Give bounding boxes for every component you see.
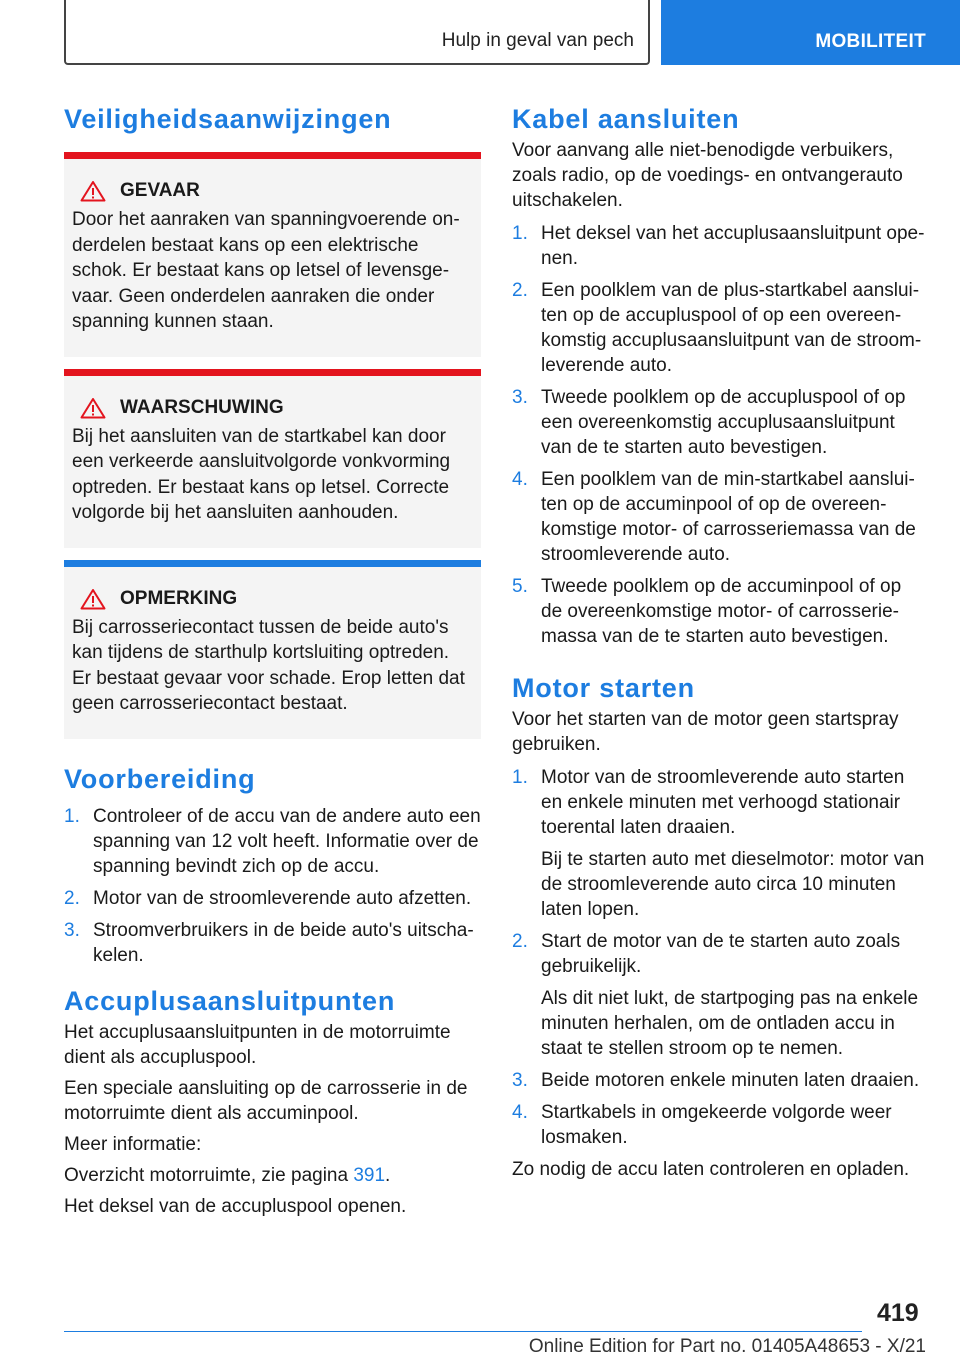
points-p2: Een speciale aansluiting op de carrosserie in de motorruimte dient als accuminpool. bbox=[64, 1077, 468, 1124]
cable-steps bbox=[512, 221, 926, 649]
list-item: 4. Een poolklem van de min-startkabel aansluiten op de accuminpool of op de overeenkomstige motor- of carrosseriemassa van de stroomleverende auto. bbox=[512, 469, 916, 565]
list-item: 1. Het deksel van het accuplusaansluitpunt openen. bbox=[512, 223, 925, 269]
cable-intro: Voor aanvang alle niet-benodigde verbuikers, zoals radio, op de voedings- en ontvangerauto uitschakelen. bbox=[512, 140, 903, 211]
footer-divider bbox=[64, 1331, 862, 1332]
points-p4: Overzicht motorruimte, zie pagina 391. bbox=[64, 1164, 391, 1186]
prep-steps bbox=[64, 804, 481, 968]
notice-title bbox=[72, 587, 473, 611]
header-chapter-tab bbox=[661, 0, 960, 65]
danger-label: GEVAAR bbox=[120, 180, 200, 201]
notice-label: OPMERKING bbox=[120, 587, 238, 609]
prep-heading: Voorbereiding bbox=[64, 763, 256, 794]
warning-triangle-icon bbox=[80, 588, 106, 610]
list-item: 2. Een poolklem van de plus-startkabel aansluiten op de accupluspool of op een overeenkomstig accuplusaansluitpunt van de stroomleverende auto. bbox=[512, 280, 922, 376]
header-section-title: Hulp in geval van pech bbox=[441, 30, 634, 51]
danger-text: Door het aanraken van spanningvoerende onderdelen bestaat kans op een elektrische schok. Er bestaat kans op letsel of levensgevaar. Geen onderdelen aanraken die onder spanning kunnen staan. bbox=[72, 209, 460, 332]
list-item: 3. Tweede poolklem op de accupluspool of op een overeenkomstig accuplusaansluitpunt van de te starten auto bevestigen. bbox=[512, 387, 906, 458]
start-outro: Zo nodig de accu laten controleren en opladen. bbox=[512, 1159, 910, 1180]
list-item: 4. Startkabels in omgekeerde volgorde weer losmaken. bbox=[512, 1102, 892, 1148]
header-section-box bbox=[64, 0, 650, 65]
warning-triangle-icon bbox=[80, 180, 106, 202]
list-item: 2. Motor van de stroomleverende auto afzetten. bbox=[64, 887, 472, 909]
points-heading: Accuplusaansluitpunten bbox=[64, 985, 396, 1016]
start-intro: Voor het starten van de motor geen startspray gebruiken. bbox=[512, 709, 899, 755]
danger-title bbox=[72, 179, 473, 203]
points-p1: Het accuplusaansluitpunten in de motorruimte dient als accupluspool. bbox=[64, 1021, 451, 1068]
left-column bbox=[64, 102, 481, 1219]
notice-box bbox=[64, 560, 481, 739]
footer-edition: Online Edition for Part no. 01405A48653 - X/21 bbox=[528, 1336, 926, 1357]
safety-heading: Veiligheidsaanwijzingen bbox=[64, 104, 392, 134]
warning-triangle-icon bbox=[80, 397, 106, 419]
header-chapter-title: MOBILITEIT bbox=[815, 31, 926, 52]
cable-heading: Kabel aansluiten bbox=[512, 104, 740, 134]
list-item: 1. Motor van de stroomleverende auto starten en enkele minuten met verhoogd stationair toerental laten draaien. Bij te starten auto met dieselmotor: motor van de stroomleverende auto circa 10 minuten laten lopen. bbox=[512, 767, 925, 920]
warning-title bbox=[72, 396, 473, 420]
list-item: 5. Tweede poolklem op de accuminpool of op de overeenkomstige motor- of carrosseriemassa van de te starten auto bevestigen. bbox=[512, 576, 902, 647]
points-p3: Meer informatie: bbox=[64, 1133, 202, 1155]
notice-text: Bij carrosseriecontact tussen de beide auto's kan tijdens de starthulp kortsluiting optreden. Er bestaat gevaar voor schade. Erop letten dat geen carrosseriecontact bestaat. bbox=[72, 616, 465, 714]
list-item: 1. Controleer of de accu van de andere auto een spanning van 12 volt heeft. Informatie over de spanning bevindt zich op de accu. bbox=[64, 805, 481, 877]
list-item: 2. Start de motor van de te starten auto zoals gebruikelijk. Als dit niet lukt, de startpoging pas na enkele minuten herhalen, om de ontladen accu in staat te stellen stroom op te nemen. bbox=[512, 931, 919, 1059]
start-heading: Motor starten bbox=[512, 673, 695, 703]
page-link-391[interactable]: 391 bbox=[353, 1164, 386, 1186]
warning-text: Bij het aansluiten van de startkabel kan door een verkeerde aansluitvolgorde vonkvorming optreden. Er bestaat kans op letsel. Correcte volgorde bij het aansluiten aanhouden. bbox=[72, 425, 451, 523]
warning-label: WAARSCHUWING bbox=[120, 396, 284, 418]
start-steps bbox=[512, 765, 926, 1150]
points-p5: Het deksel van de accupluspool openen. bbox=[64, 1195, 407, 1217]
danger-box bbox=[64, 152, 481, 357]
right-column bbox=[512, 102, 926, 1182]
list-item: 3. Stroomverbruikers in de beide auto's uitschakelen. bbox=[64, 919, 474, 966]
list-item: 3. Beide motoren enkele minuten laten draaien. bbox=[512, 1070, 920, 1091]
warning-box bbox=[64, 369, 481, 548]
page-number: 419 bbox=[877, 1299, 919, 1327]
